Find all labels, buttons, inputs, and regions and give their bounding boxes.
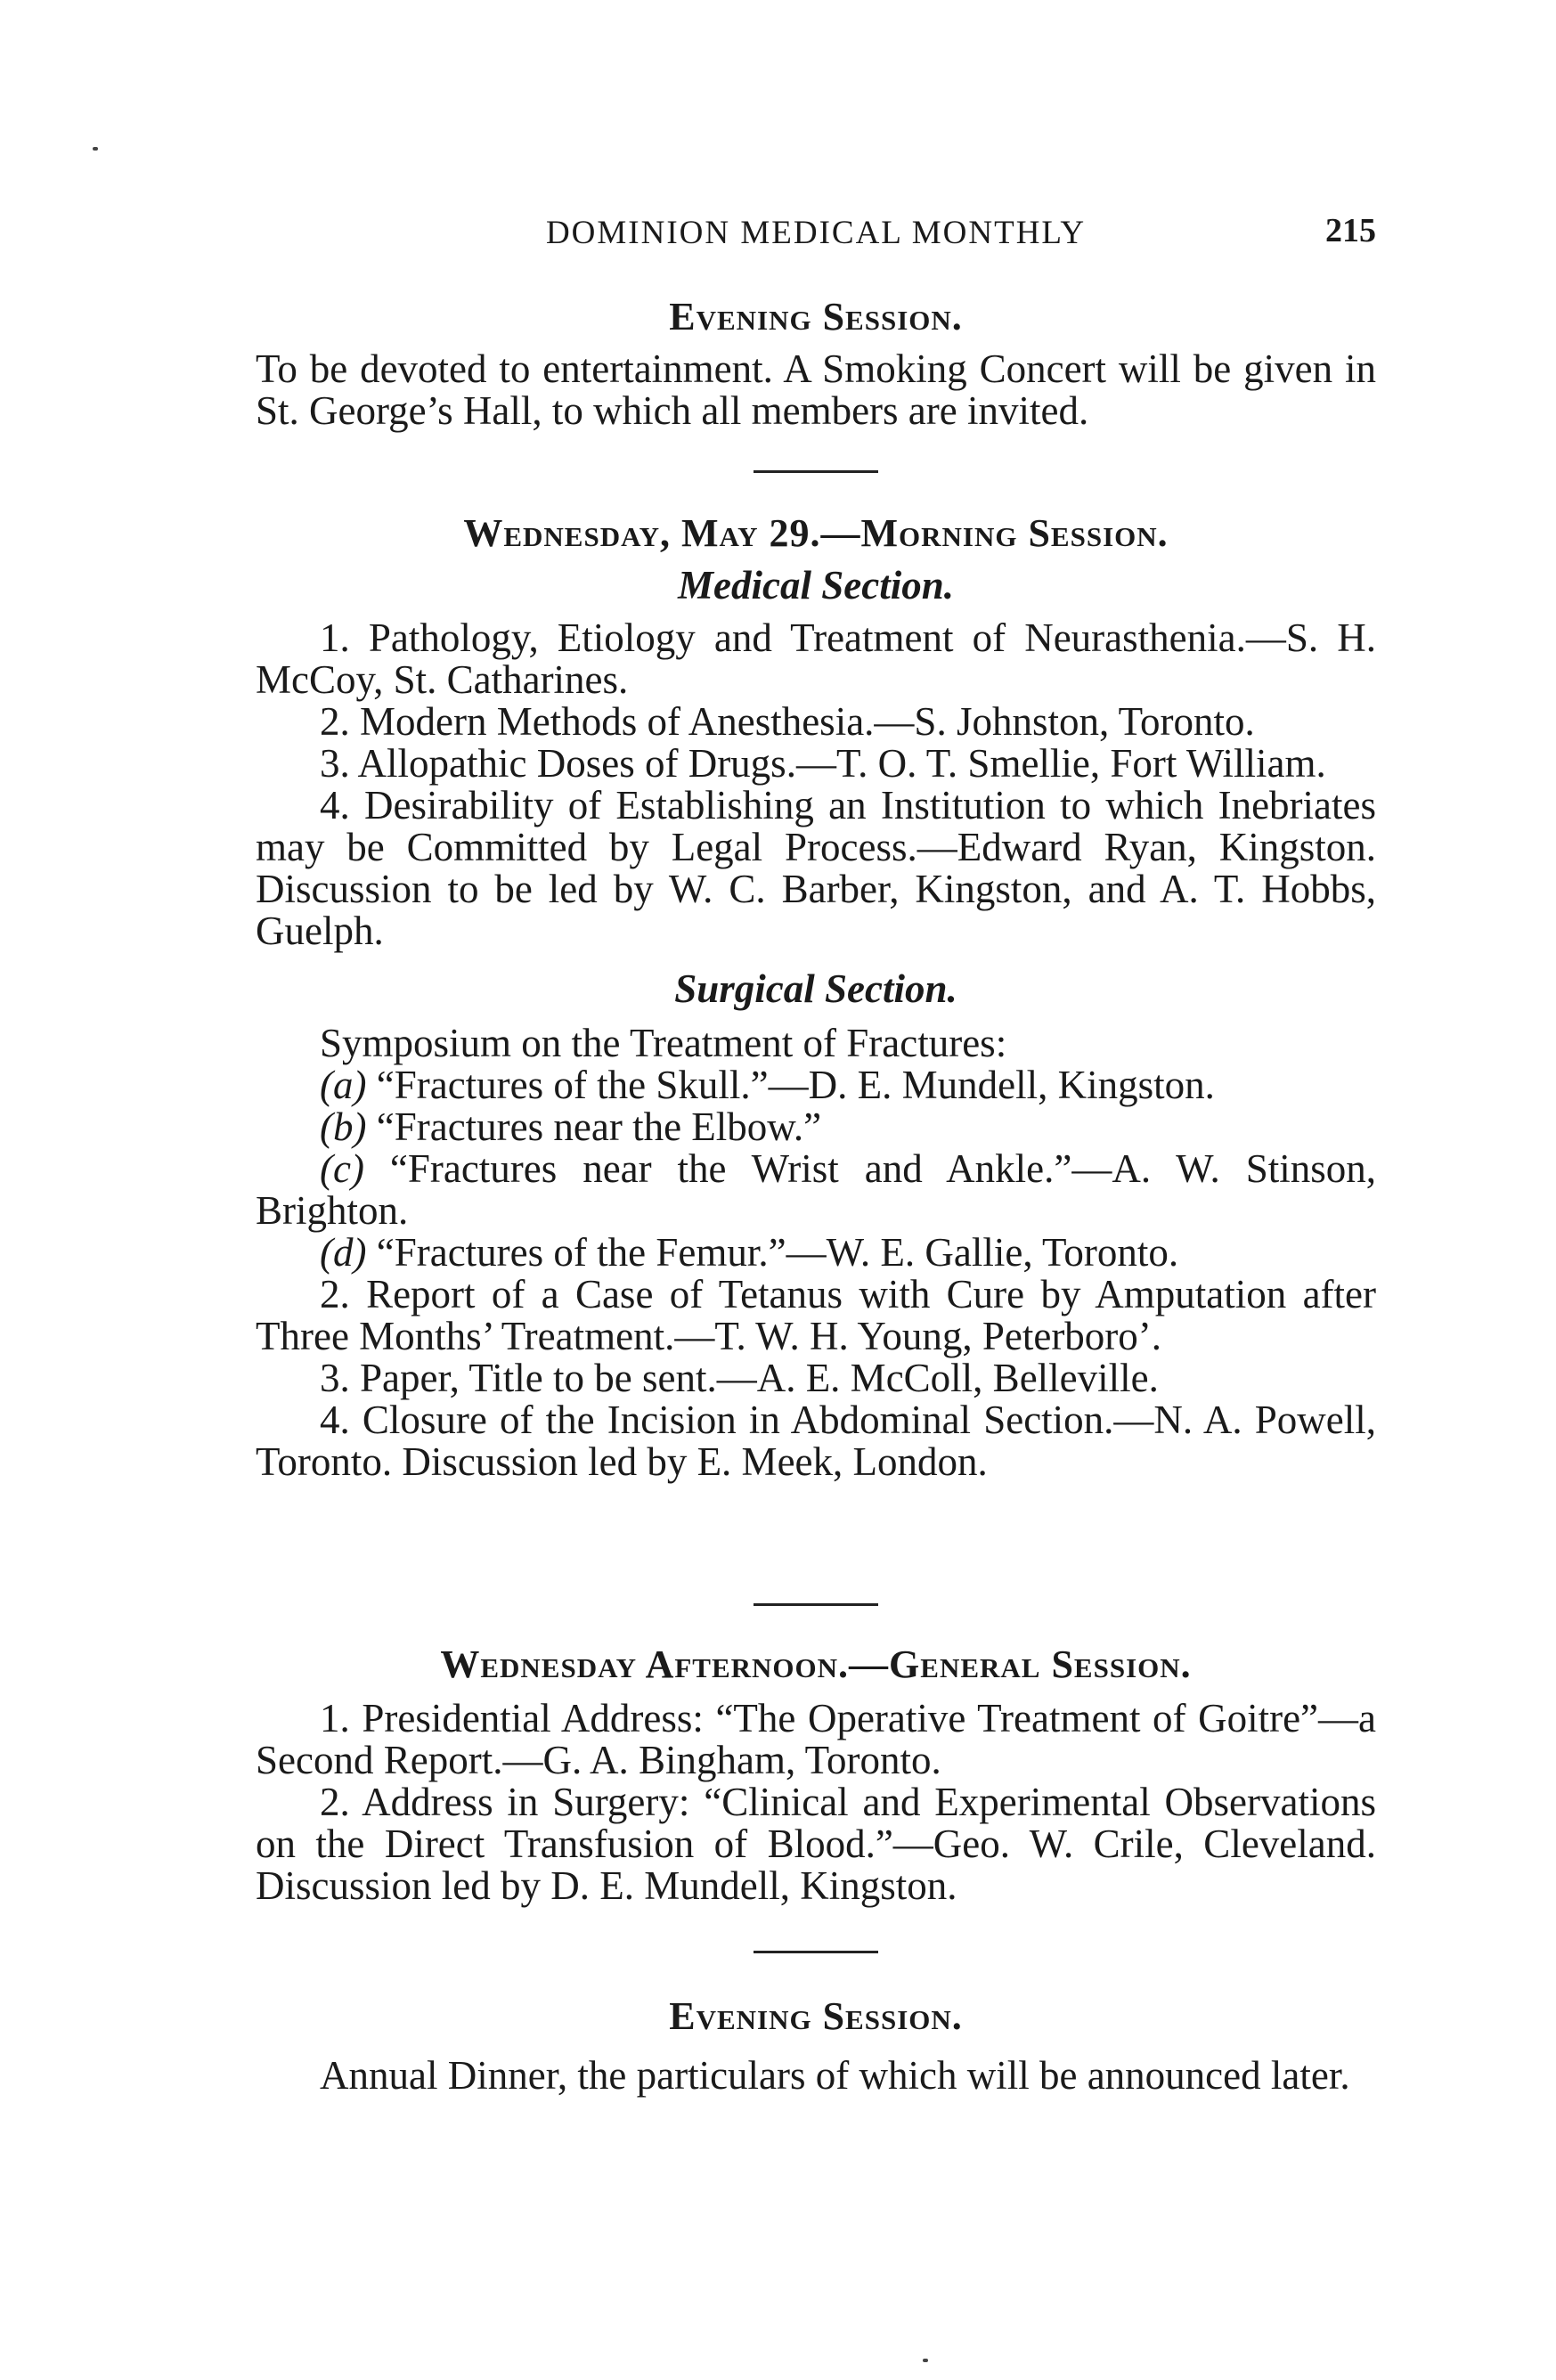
divider-rule	[754, 1951, 878, 1953]
wednesday-afternoon-block	[256, 1643, 1376, 1907]
item-mark: (c)	[320, 1146, 364, 1191]
afternoon-list	[256, 1698, 1376, 1907]
evening-session-block	[256, 1995, 1376, 2097]
medical-section-title: Medical Section.	[678, 563, 954, 607]
divider-wrap	[256, 470, 1376, 473]
running-title: DOMINION MEDICAL MONTHLY	[545, 215, 1087, 251]
surgical-section-title: Surgical Section.	[674, 966, 957, 1011]
session-text: Annual Dinner, the particulars of which will be announced later.	[320, 2053, 1350, 2098]
divider-rule	[754, 470, 878, 473]
session-text: To be devoted to entertainment. A Smoking Concert will be given in St. George’s Hall, to which all members are invited.	[256, 346, 1376, 433]
item-text: “Fractures of the Femur.”—W. E. Gallie, Toronto.	[366, 1230, 1179, 1275]
item-mark: (b)	[320, 1104, 367, 1149]
section-heading: Evening Session.	[669, 295, 963, 338]
item-text: “Fractures near the Wrist and Ankle.”—A. W. Stinson, Brighton.	[256, 1146, 1376, 1233]
item-mark: (d)	[320, 1230, 367, 1275]
list-item	[256, 1232, 1376, 1274]
list-item: 4. Desirability of Establishing an Institution to which Inebriates may be Committed by Legal Process.—Edward Ryan, Kingston. Discussion to be led by W. C. Barber, Kingston, and A. T. Hobbs, Guelph.	[256, 783, 1376, 953]
section-heading: Evening Session.	[669, 1994, 963, 2038]
list-item: 3. Paper, Title to be sent.—A. E. McColl, Belleville.	[320, 1356, 1159, 1400]
scan-speck	[93, 147, 98, 151]
item-text: “Fractures near the Elbow.”	[366, 1104, 822, 1149]
list-item	[256, 1106, 1376, 1148]
list-item: 2. Address in Surgery: “Clinical and Experimental Observations on the Direct Transfusion of Blood.”—Geo. W. Crile, Cleveland. Discussion led by D. E. Mundell, Kingston.	[256, 1780, 1376, 1908]
divider-rule	[754, 1603, 878, 1606]
list-item: 3. Allopathic Doses of Drugs.—T. O. T. Smellie, Fort William.	[320, 741, 1326, 786]
list-item: 1. Presidential Address: “The Operative Treatment of Goitre”—a Second Report.—G. A. Bingham, Toronto.	[256, 1696, 1376, 1782]
document-page	[256, 0, 1376, 2380]
section-heading: Wednesday Afternoon.—General Session.	[440, 1642, 1192, 1686]
divider-wrap	[256, 1603, 1376, 1606]
surgical-section-list	[256, 1023, 1376, 1483]
divider-wrap	[256, 1951, 1376, 1953]
section-heading: Wednesday, May 29.—Morning Session.	[463, 511, 1169, 555]
list-item	[256, 1148, 1376, 1232]
list-item: 4. Closure of the Incision in Abdominal Section.—N. A. Powell, Toronto. Discussion led by E. Meek, London.	[256, 1398, 1376, 1484]
item-mark: (a)	[320, 1063, 367, 1107]
list-item: 2. Modern Methods of Anesthesia.—S. Johnston, Toronto.	[320, 699, 1255, 744]
item-text: “Fractures of the Skull.”—D. E. Mundell, Kingston.	[366, 1063, 1215, 1107]
page-number: 215	[1325, 212, 1376, 249]
list-item: 2. Report of a Case of Tetanus with Cure by Amputation after Three Months’ Treatment.—T. W. H. Young, Peterboro’.	[256, 1272, 1376, 1358]
list-item: 1. Pathology, Etiology and Treatment of Neurasthenia.—S. H. McCoy, St. Catharines.	[256, 615, 1376, 702]
list-item	[256, 1064, 1376, 1106]
page-header	[256, 212, 1376, 257]
medical-section-list	[256, 617, 1376, 952]
wednesday-morning-block	[256, 512, 1376, 1483]
symposium-intro: Symposium on the Treatment of Fractures:	[320, 1021, 1007, 1065]
evening-session-block	[256, 296, 1376, 432]
